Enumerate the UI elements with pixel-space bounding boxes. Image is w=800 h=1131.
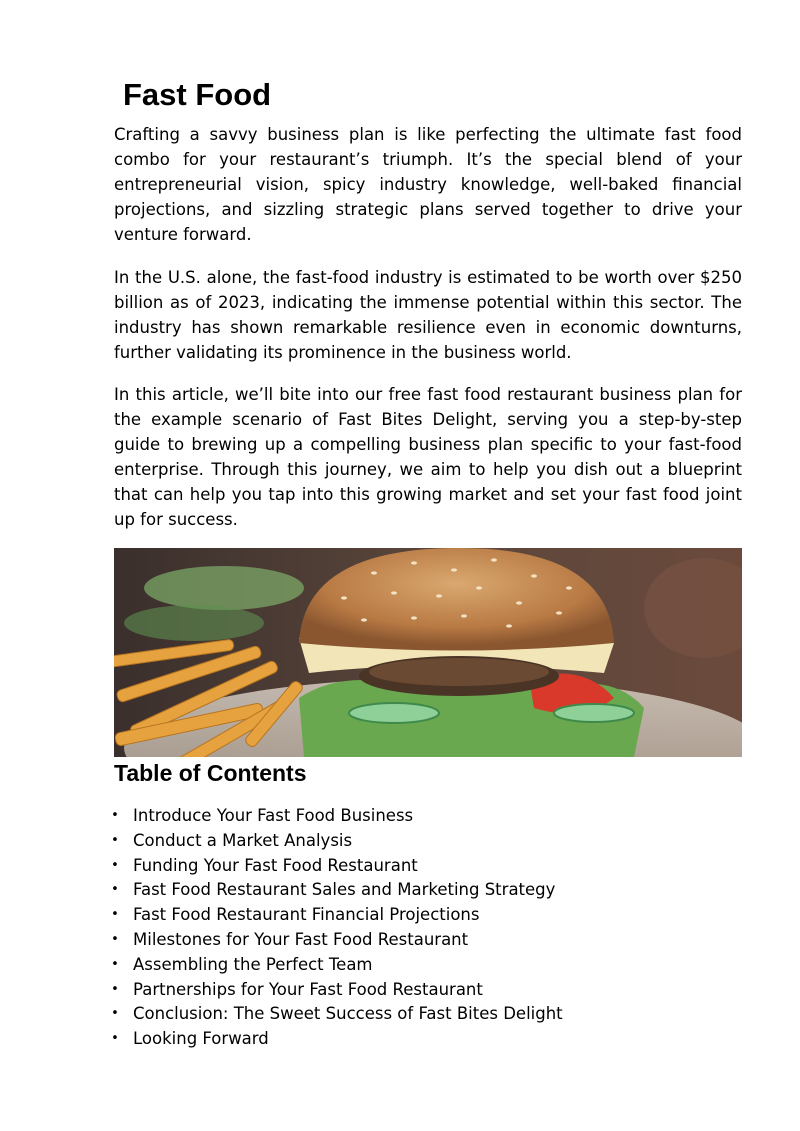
toc-item-label: Looking Forward (133, 1029, 269, 1049)
bullet-icon: • (111, 832, 119, 848)
toc-item-label: Assembling the Perfect Team (133, 954, 373, 974)
toc-item-label: Funding Your Fast Food Restaurant (133, 855, 418, 875)
toc-heading: Table of Contents (114, 760, 307, 786)
bullet-icon: • (111, 956, 119, 972)
toc-item-financial-projections[interactable] (111, 903, 563, 928)
bullet-icon: • (111, 981, 119, 997)
toc-item-introduce[interactable] (111, 804, 563, 829)
toc-item-funding[interactable] (111, 854, 563, 879)
toc-item-label: Conclusion: The Sweet Success of Fast Bites Delight (133, 1004, 563, 1024)
toc-item-sales-marketing[interactable] (111, 878, 563, 903)
page-title: Fast Food (123, 77, 272, 112)
toc-list (111, 804, 563, 1052)
toc-item-label: Fast Food Restaurant Financial Projections (133, 905, 480, 925)
bullet-icon: • (111, 931, 119, 947)
bullet-icon: • (111, 808, 119, 823)
intro-paragraph: Crafting a savvy business plan is like perfecting the ultimate fast food combo for your restaurant’s triumph. It’s the special blend of your entrepreneurial vision, spicy industry knowledge, well-baked financial projections, and sizzling strategic plans served together to drive your venture forward. (114, 125, 742, 244)
toc-item-looking-forward[interactable] (111, 1027, 563, 1052)
bullet-icon: • (111, 1031, 119, 1047)
toc-item-label: Partnerships for Your Fast Food Restaurant (133, 979, 483, 999)
toc-item-label: Fast Food Restaurant Sales and Marketing Strategy (133, 880, 556, 900)
toc-item-team[interactable] (111, 953, 563, 978)
industry-paragraph: In the U.S. alone, the fast-food industry is estimated to be worth over $250 billion as of 2023, indicating the immense potential within this sector. The industry has shown remarkable resilience even in economic downturns, further validating its prominence in the business world. (114, 268, 742, 362)
burger-photo (114, 548, 742, 757)
bullet-icon: • (111, 1006, 119, 1022)
article-paragraph: In this article, we’ll bite into our free fast food restaurant business plan for the example scenario of Fast Bites Delight, serving you a step-by-step guide to brewing up a compelling business plan specific to your fast-food enterprise. Through this journey, we aim to help you dish out a blueprint that can help you tap into this growing market and set your fast food joint up for success. (114, 385, 742, 529)
toc-item-market-analysis[interactable] (111, 829, 563, 854)
bullet-icon: • (111, 857, 119, 873)
toc-item-milestones[interactable] (111, 928, 563, 953)
bullet-icon: • (111, 882, 119, 898)
bullet-icon: • (111, 907, 119, 923)
toc-item-partnerships[interactable] (111, 978, 563, 1003)
toc-item-conclusion[interactable] (111, 1002, 563, 1027)
toc-item-label: Conduct a Market Analysis (133, 830, 353, 850)
toc-item-label: Introduce Your Fast Food Business (133, 806, 414, 825)
toc-item-label: Milestones for Your Fast Food Restaurant (133, 929, 469, 949)
